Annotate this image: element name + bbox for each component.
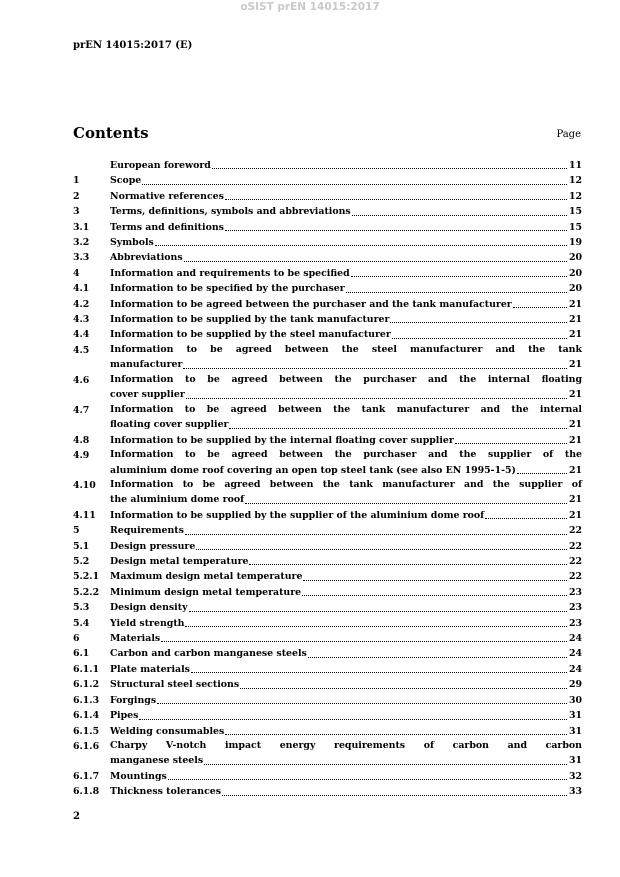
toc-entry-number: 3 — [73, 206, 80, 218]
dot-leader — [189, 611, 567, 612]
toc-entry-title: Pipes — [110, 710, 139, 722]
dot-leader — [346, 292, 567, 293]
toc-entry-page: 12 — [568, 175, 582, 187]
dot-leader — [240, 688, 567, 689]
toc-entry-title: Terms and definitions — [110, 221, 224, 233]
toc-entry-title: Information to be supplied by the tank manufacturer — [110, 314, 390, 326]
toc-entry-title: Information to be supplied by the steel manufacturer — [110, 329, 391, 341]
dot-leader — [157, 703, 567, 704]
toc-entry[interactable] — [73, 769, 582, 784]
toc-entry-title: Information and requirements to be specified — [110, 267, 350, 279]
toc-entry-number: 4.9 — [73, 450, 90, 461]
toc-entry-number: 4.7 — [73, 404, 90, 416]
toc-entry-number: 5 — [73, 525, 80, 537]
toc-entry-page: 31 — [568, 755, 582, 767]
toc-entry[interactable] — [73, 523, 582, 538]
toc-entry-number: 5.2.2 — [73, 586, 100, 598]
toc-entry[interactable] — [73, 373, 582, 403]
toc-entry-page: 32 — [568, 770, 582, 782]
toc-entry[interactable] — [73, 508, 582, 523]
dot-leader — [191, 672, 567, 673]
toc-entry[interactable] — [73, 297, 582, 312]
toc-entry-title: Information to be specified by the purchaser — [110, 283, 345, 295]
dot-leader — [225, 199, 567, 200]
toc-entry-title: Plate materials — [110, 663, 190, 675]
toc-entry-number: 4 — [73, 267, 80, 279]
toc-entry-page: 21 — [568, 494, 582, 506]
toc-entry[interactable] — [73, 220, 582, 235]
toc-entry-title: Materials — [110, 633, 161, 645]
page-column-heading: Page — [556, 129, 581, 140]
toc-entry-number: 4.3 — [73, 314, 90, 326]
toc-entry-title: manganese steels — [110, 755, 204, 767]
toc-entry-page: 20 — [568, 252, 582, 264]
toc-entry-number: 5.3 — [73, 602, 90, 614]
toc-entry-number: 6.1.8 — [73, 786, 100, 798]
toc-entry[interactable] — [73, 739, 582, 769]
dot-leader — [212, 168, 567, 169]
page-number: 2 — [73, 811, 80, 822]
toc-entry[interactable] — [73, 189, 582, 204]
toc-entry[interactable] — [73, 600, 582, 615]
toc-entry-title: Thickness tolerances — [110, 786, 222, 798]
dot-leader — [196, 549, 567, 550]
toc-entry-page: 31 — [568, 725, 582, 737]
toc-entry-page: 15 — [568, 221, 582, 233]
toc-entry-page: 29 — [568, 679, 582, 691]
toc-entry-page: 19 — [568, 237, 582, 249]
toc-entry-title: Forgings — [110, 694, 157, 706]
toc-entry-number: 1 — [73, 175, 80, 187]
toc-entry[interactable] — [73, 403, 582, 433]
toc-entry-title: Information to be agreed between the purchaser and the internal floating — [110, 373, 582, 385]
toc-entry-page: 22 — [568, 556, 582, 568]
toc-entry-page: 11 — [568, 160, 582, 171]
toc-entry[interactable] — [73, 554, 582, 569]
dot-leader — [352, 215, 567, 216]
toc-entry-page: 21 — [568, 359, 582, 371]
toc-entry-page: 21 — [568, 434, 582, 446]
dot-leader — [168, 779, 567, 780]
toc-entry-title: Design metal temperature — [110, 556, 249, 568]
toc-entry-page: 23 — [568, 586, 582, 598]
toc-entry[interactable] — [73, 693, 582, 708]
dot-leader — [245, 503, 567, 504]
toc-entry-page: 24 — [568, 663, 582, 675]
toc-entry-page: 21 — [568, 389, 582, 401]
toc-entry-number: 5.2.1 — [73, 571, 100, 583]
toc-entry-number: 4.1 — [73, 283, 90, 295]
toc-entry-title: Information to be agreed between the tank manufacturer and the internal — [110, 403, 582, 415]
dot-leader — [517, 473, 567, 474]
toc-entry-page: 30 — [568, 694, 582, 706]
dot-leader — [185, 534, 567, 535]
toc-entry-page: 31 — [568, 710, 582, 722]
toc-entry-number: 6.1.4 — [73, 710, 100, 722]
contents-heading: Contents — [73, 124, 149, 142]
toc-entry[interactable] — [73, 478, 582, 508]
toc-entry-title: Yield strength — [110, 617, 185, 629]
dot-leader — [184, 261, 567, 262]
dot-leader — [183, 368, 567, 369]
toc-entry-page: 23 — [568, 617, 582, 629]
toc-entry[interactable] — [73, 158, 582, 173]
dot-leader — [390, 322, 567, 323]
toc-entry[interactable] — [73, 585, 582, 600]
toc-entry-number: 4.6 — [73, 374, 90, 386]
toc-entry-title: Information to be agreed between the tank manufacturer and the supplier of — [110, 478, 582, 490]
dot-leader — [303, 580, 567, 581]
toc-entry[interactable] — [73, 312, 582, 327]
toc-entry-page: 21 — [568, 329, 582, 341]
toc-entry-title: cover supplier — [110, 389, 185, 401]
toc-entry[interactable] — [73, 646, 582, 661]
toc-entry[interactable] — [73, 708, 582, 723]
toc-entry-page: 20 — [568, 283, 582, 295]
toc-entry[interactable] — [73, 266, 582, 281]
toc-entry[interactable] — [73, 250, 582, 265]
toc-entry-title: Information to be agreed between the purchaser and the supplier of the — [110, 449, 582, 460]
toc-entry-number: 6 — [73, 633, 80, 645]
toc-entry[interactable] — [73, 433, 582, 448]
toc-entry-page: 22 — [568, 540, 582, 552]
dot-leader — [225, 230, 567, 231]
toc-entry-number: 5.4 — [73, 617, 90, 629]
toc-entry-page: 24 — [568, 648, 582, 660]
toc-entry-page: 12 — [568, 190, 582, 202]
toc-entry-number: 5.1 — [73, 540, 90, 552]
toc-entry-title: Structural steel sections — [110, 679, 240, 691]
document-id: prEN 14015:2017 (E) — [73, 40, 193, 51]
toc-entry[interactable] — [73, 539, 582, 554]
toc-entry-title: the aluminium dome roof — [110, 494, 245, 506]
toc-entry-title: Information to be agreed between the purchaser and the tank manufacturer — [110, 298, 512, 310]
toc-entry-page: 15 — [568, 206, 582, 218]
toc-entry-page: 21 — [568, 419, 582, 431]
toc-entry-number — [73, 158, 110, 173]
toc-entry-number: 4.5 — [73, 344, 90, 356]
toc-entry[interactable] — [73, 662, 582, 677]
dot-leader — [351, 276, 567, 277]
dot-leader — [204, 764, 567, 765]
toc-entry-title: Abbreviations — [110, 252, 183, 264]
dot-leader — [392, 338, 567, 339]
toc-entry-number: 6.1.7 — [73, 770, 100, 782]
toc-entry-title: Maximum design metal temperature — [110, 571, 303, 583]
toc-entry-number: 5.2 — [73, 556, 90, 568]
toc-entry-page: 22 — [568, 525, 582, 537]
dot-leader — [155, 245, 567, 246]
toc-entry-page: 20 — [568, 267, 582, 279]
toc-entry[interactable] — [73, 204, 582, 219]
table-of-contents — [73, 158, 582, 800]
toc-entry-title: Information to be agreed between the steel manufacturer and the tank — [110, 343, 582, 355]
dot-leader — [161, 641, 567, 642]
toc-entry-title: Charpy V-notch impact energy requirements of carbon and carbon — [110, 739, 582, 751]
toc-entry-title: Welding consumables — [110, 725, 225, 737]
toc-entry-title: Design density — [110, 602, 188, 614]
toc-entry-title: Scope — [110, 175, 142, 187]
toc-entry-title: Information to be supplied by the supplier of the aluminium dome roof — [110, 509, 485, 521]
toc-entry-title: Carbon and carbon manganese steels — [110, 648, 307, 660]
toc-entry[interactable] — [73, 631, 582, 646]
toc-entry[interactable] — [73, 677, 582, 692]
dot-leader — [139, 719, 567, 720]
toc-entry-page: 23 — [568, 602, 582, 614]
dot-leader — [455, 443, 567, 444]
toc-entry-number: 4.4 — [73, 329, 90, 341]
toc-entry-title: aluminium dome roof covering an open top steel tank (see also EN 1995-1-5) — [110, 464, 516, 476]
toc-entry-number: 2 — [73, 190, 80, 202]
toc-entry-number: 6.1.3 — [73, 694, 100, 706]
toc-entry-page: 21 — [568, 509, 582, 521]
toc-entry-number: 6.1.1 — [73, 663, 100, 675]
toc-entry-title: European foreword — [110, 160, 211, 171]
dot-leader — [302, 595, 567, 596]
dot-leader — [186, 398, 567, 399]
dot-leader — [142, 184, 567, 185]
toc-entry-number: 6.1.2 — [73, 679, 100, 691]
toc-entry-number: 4.11 — [73, 509, 96, 521]
toc-entry-page: 22 — [568, 571, 582, 583]
toc-entry-title: manufacturer — [110, 359, 183, 371]
dot-leader — [249, 564, 567, 565]
toc-entry-number: 3.1 — [73, 221, 90, 233]
toc-entry-page: 21 — [568, 464, 582, 476]
dot-leader — [485, 518, 567, 519]
toc-entry-title: Symbols — [110, 237, 154, 249]
toc-entry[interactable] — [73, 281, 582, 296]
toc-entry[interactable] — [73, 724, 582, 739]
toc-entry[interactable] — [73, 448, 582, 478]
toc-entry-title: Minimum design metal temperature — [110, 586, 302, 598]
toc-entry-title: Terms, definitions, symbols and abbreviations — [110, 206, 351, 218]
dot-leader — [222, 795, 567, 796]
toc-entry[interactable] — [73, 784, 582, 799]
toc-entry[interactable] — [73, 343, 582, 373]
toc-entry[interactable] — [73, 616, 582, 631]
toc-entry[interactable] — [73, 327, 582, 342]
dot-leader — [513, 307, 567, 308]
toc-entry-number: 6.1.6 — [73, 740, 100, 752]
toc-entry-number: 3.3 — [73, 252, 90, 264]
toc-entry-number: 6.1.5 — [73, 725, 100, 737]
toc-entry-title: Mountings — [110, 770, 167, 782]
toc-entry-number: 4.2 — [73, 298, 90, 310]
dot-leader — [225, 734, 567, 735]
toc-entry-number: 4.10 — [73, 479, 96, 491]
toc-entry-page: 33 — [568, 786, 582, 798]
toc-entry-number: 3.2 — [73, 237, 90, 249]
toc-entry-title: floating cover supplier — [110, 419, 229, 431]
toc-entry-title: Normative references — [110, 190, 224, 202]
toc-entry[interactable] — [73, 173, 582, 188]
toc-entry-number: 6.1 — [73, 648, 90, 660]
toc-entry-title: Design pressure — [110, 540, 196, 552]
toc-entry[interactable] — [73, 235, 582, 250]
toc-entry-title: Information to be supplied by the internal floating cover supplier — [110, 434, 454, 446]
toc-entry[interactable] — [73, 569, 582, 584]
toc-entry-page: 24 — [568, 633, 582, 645]
toc-entry-title: Requirements — [110, 525, 184, 537]
dot-leader — [185, 626, 567, 627]
dot-leader — [308, 657, 567, 658]
toc-entry-page: 21 — [568, 298, 582, 310]
toc-entry-page: 21 — [568, 314, 582, 326]
watermark: oSIST prEN 14015:2017 — [240, 1, 380, 13]
dot-leader — [229, 428, 567, 429]
toc-entry-number: 4.8 — [73, 434, 90, 446]
